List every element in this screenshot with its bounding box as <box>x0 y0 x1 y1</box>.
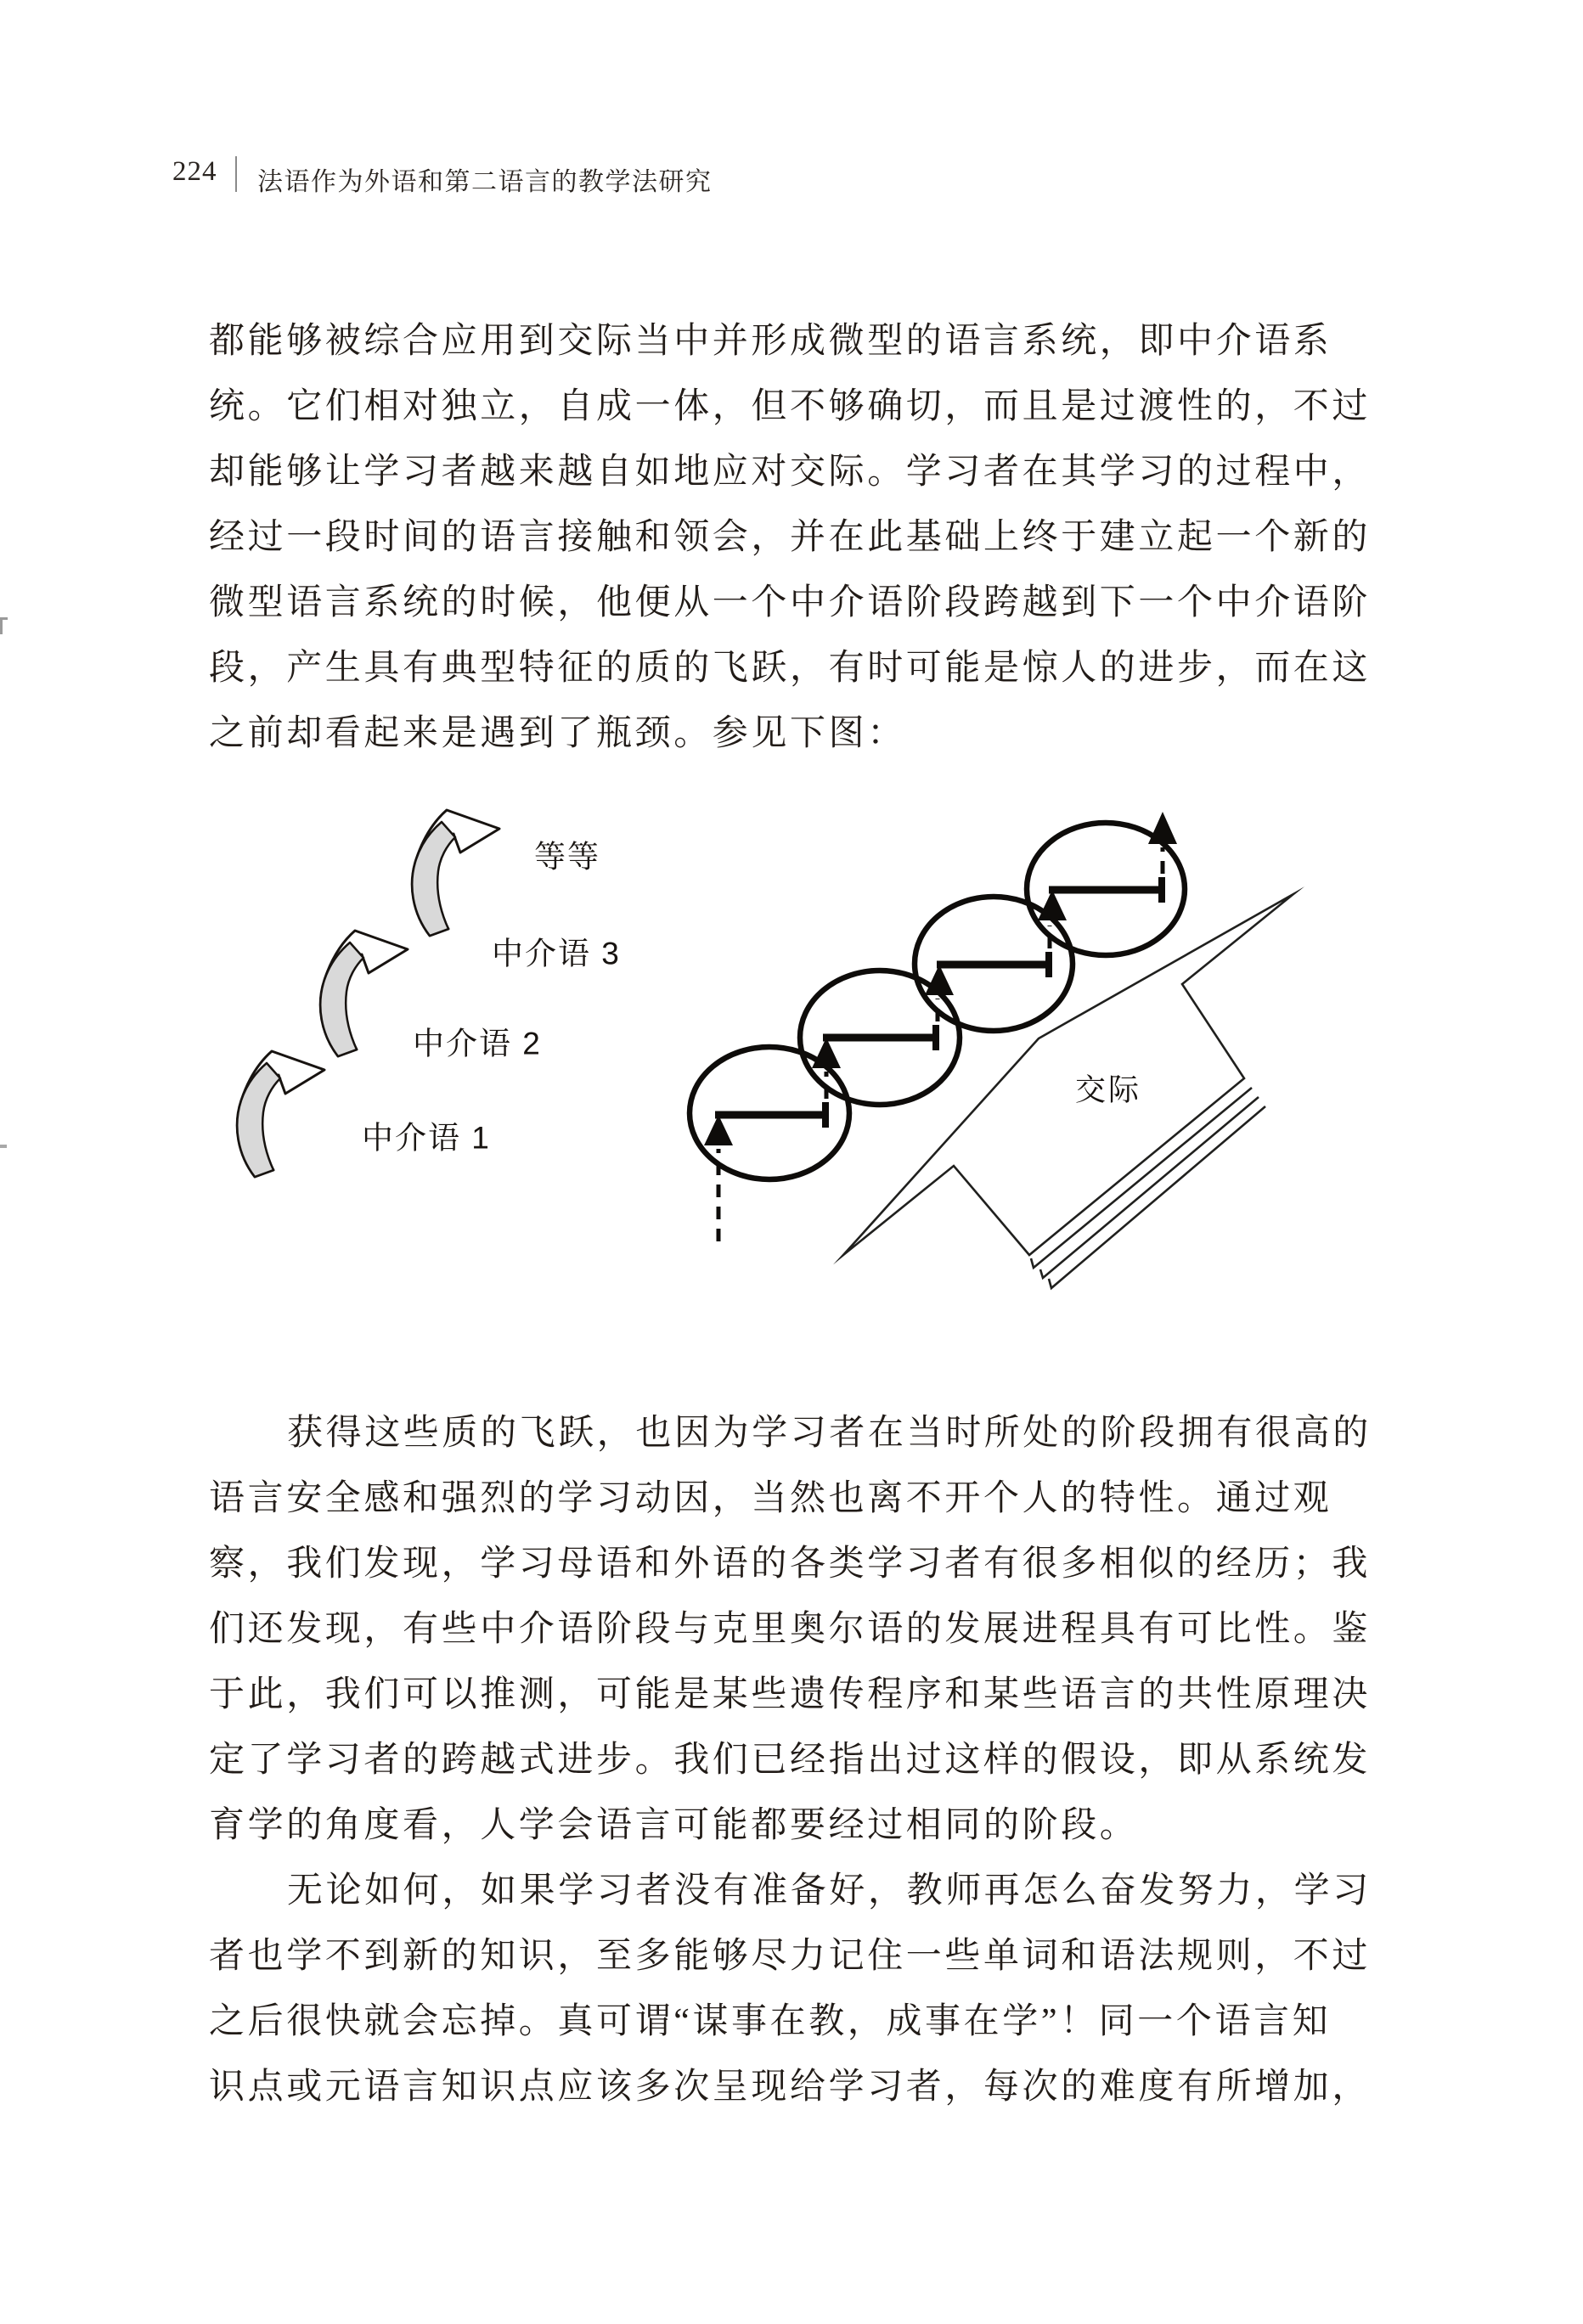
body-line: 都能够被综合应用到交际当中并形成微型的语言系统，即中介语系 <box>209 322 1332 361</box>
body-line: 之前却看起来是遇到了瓶颈。参见下图： <box>209 714 906 753</box>
body-line: 段，产生具有典型特征的质的飞跃，有时可能是惊人的进步，而在这 <box>209 649 1372 688</box>
body-line: 微型语言系统的时候，他便从一个中介语阶段跨越到下一个中介语阶 <box>209 583 1372 622</box>
stage-label-2: 中介语 2 <box>413 1026 542 1061</box>
stage-label-etc: 等等 <box>534 839 600 875</box>
paragraph-3 <box>209 1859 1383 2120</box>
scan-edge-mark <box>0 617 8 620</box>
book-title: 法语作为外语和第二语言的教学法研究 <box>257 168 713 196</box>
up-arrowhead <box>812 1038 841 1068</box>
up-arrowhead <box>704 1115 733 1145</box>
up-arrowhead <box>1148 812 1177 844</box>
body-line: 之后很快就会忘掉。真可谓“谋事在教，成事在学”！同一个语言知 <box>209 2002 1332 2041</box>
body-line: 者也学不到新的知识，至多能够尽力记住一些单词和语法规则，不过 <box>209 1937 1372 1976</box>
up-arrowhead <box>925 965 954 995</box>
body-line: 统。它们相对独立，自成一体，但不够确切，而且是过渡性的，不过 <box>209 387 1372 426</box>
body-line: 却能够让学习者越来越自如地应对交际。学习者在其学习的过程中， <box>209 453 1372 492</box>
page-number: 224 <box>172 156 217 187</box>
body-line: 育学的角度看，人学会语言可能都要经过相同的阶段。 <box>209 1806 1139 1845</box>
body-line: 经过一段时间的语言接触和领会，并在此基础上终于建立起一个新的 <box>209 518 1372 557</box>
body-line: 定了学习者的跨越式进步。我们已经指出过这样的假设，即从系统发 <box>209 1741 1372 1780</box>
up-arrowhead <box>1038 890 1067 920</box>
body-line: 们还发现，有些中介语阶段与克里奥尔语的发展进程具有可比性。鉴 <box>209 1610 1372 1649</box>
scan-edge-mark <box>0 1145 7 1148</box>
curved-arrow-icon <box>320 931 408 1056</box>
curved-arrow-icon <box>237 1051 324 1177</box>
body-line: 识点或元语言知识点应该多次呈现给学习者，每次的难度有所增加， <box>209 2068 1372 2107</box>
stage-label-1: 中介语 1 <box>362 1120 491 1156</box>
stage-label-3: 中介语 3 <box>492 936 621 971</box>
communication-sheet <box>843 894 1293 1288</box>
body-line: 察，我们发现，学习母语和外语的各类学习者有很多相似的经历；我 <box>209 1545 1372 1584</box>
body-line: 语言安全感和强烈的学习动因，当然也离不开个人的特性。通过观 <box>209 1479 1332 1518</box>
body-line: 获得这些质的飞跃，也因为学习者在当时所处的阶段拥有很高的 <box>287 1414 1372 1453</box>
body-line: 于此，我们可以推测，可能是某些遗传程序和某些语言的共性原理决 <box>209 1675 1372 1714</box>
sheet-label: 交际 <box>1074 1072 1142 1107</box>
curved-arrow-icon <box>412 810 499 936</box>
body-line: 无论如何，如果学习者没有准备好，教师再怎么奋发努力，学习 <box>287 1871 1372 1910</box>
paragraph-2 <box>209 1401 1383 1859</box>
